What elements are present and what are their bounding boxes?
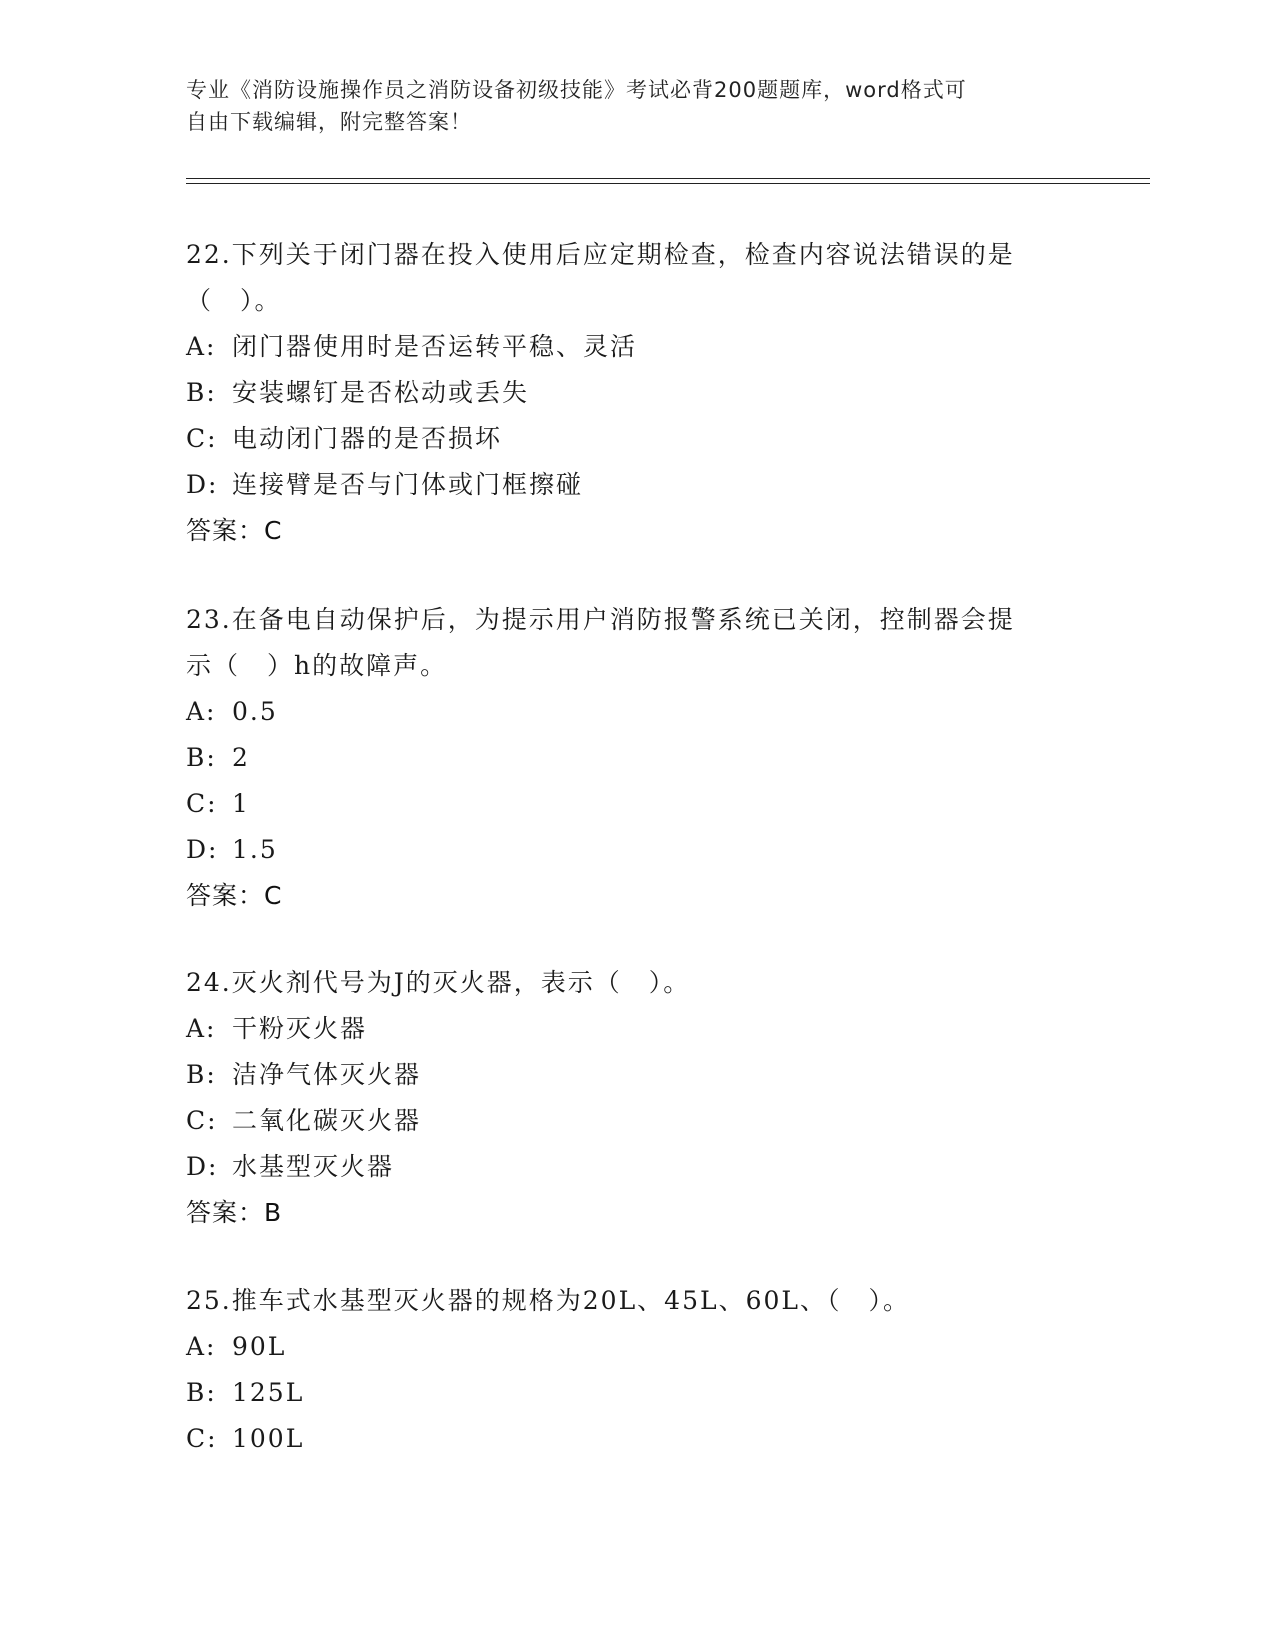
option-c: [186, 416, 1086, 462]
option-b: [186, 735, 1086, 781]
option-text: 2: [232, 743, 250, 772]
question-stem-line-2: （ ）。: [186, 286, 282, 315]
option-letter: D:: [186, 1152, 219, 1181]
option-letter: C:: [186, 1424, 218, 1453]
question-22: [186, 232, 1086, 554]
option-letter: B:: [186, 1378, 217, 1407]
option-letter: C:: [186, 789, 218, 818]
header-divider-bottom: [186, 183, 1150, 184]
option-text: 安装螺钉是否松动或丢失: [232, 378, 530, 407]
question-stem-line-1: 23.在备电自动保护后，为提示用户消防报警系统已关闭，控制器会提: [186, 605, 1015, 634]
question-stem-line-1: 25.推车式水基型灭火器的规格为20L、45L、60L、（ ）。: [186, 1286, 910, 1315]
answer: 答案：C: [186, 881, 283, 910]
option-text: 125L: [232, 1378, 305, 1407]
option-text: 干粉灭火器: [232, 1014, 368, 1043]
option-d: [186, 462, 1086, 508]
option-a: [186, 689, 1086, 735]
option-text: 闭门器使用时是否运转平稳、灵活: [232, 332, 638, 361]
answer: 答案：B: [186, 1198, 283, 1227]
option-b: [186, 1052, 1086, 1098]
option-d: [186, 827, 1086, 873]
option-c: [186, 781, 1086, 827]
option-b: [186, 370, 1086, 416]
option-text: 水基型灭火器: [232, 1152, 395, 1181]
header-line-1: 专业《消防设施操作员之消防设备初级技能》考试必背200题题库，word格式可: [186, 78, 967, 102]
option-letter: A:: [186, 1014, 217, 1043]
option-letter: A:: [186, 697, 217, 726]
option-letter: D:: [186, 470, 219, 499]
header-divider-top: [186, 178, 1150, 179]
option-letter: A:: [186, 332, 217, 361]
option-text: 二氧化碳灭火器: [232, 1106, 422, 1135]
option-text: 0.5: [232, 697, 278, 726]
option-b: [186, 1370, 1086, 1416]
option-text: 电动闭门器的是否损坏: [232, 424, 503, 453]
option-a: [186, 1324, 1086, 1370]
option-text: 90L: [232, 1332, 287, 1361]
question-25: [186, 1278, 1086, 1462]
question-stem-line-2: 示（ ）h的故障声。: [186, 651, 448, 680]
option-text: 洁净气体灭火器: [232, 1060, 422, 1089]
option-c: [186, 1416, 1086, 1462]
option-text: 1: [232, 789, 250, 818]
header-line-2: 自由下载编辑，附完整答案！: [186, 110, 472, 134]
question-23: [186, 597, 1086, 919]
option-text: 连接臂是否与门体或门框擦碰: [232, 470, 584, 499]
option-letter: C:: [186, 1106, 218, 1135]
question-stem-line-1: 22.下列关于闭门器在投入使用后应定期检查，检查内容说法错误的是: [186, 240, 1015, 269]
question-stem-line-1: 24.灭火剂代号为J的灭火器，表示（ ）。: [186, 968, 691, 997]
question-24: [186, 960, 1086, 1236]
option-c: [186, 1098, 1086, 1144]
option-d: [186, 1144, 1086, 1190]
document-header: [186, 74, 1086, 138]
option-letter: A:: [186, 1332, 217, 1361]
option-text: 1.5: [232, 835, 278, 864]
option-text: 100L: [232, 1424, 305, 1453]
option-a: [186, 1006, 1086, 1052]
option-letter: B:: [186, 378, 217, 407]
option-letter: D:: [186, 835, 219, 864]
option-letter: B:: [186, 1060, 217, 1089]
option-letter: C:: [186, 424, 218, 453]
option-letter: B:: [186, 743, 217, 772]
option-a: [186, 324, 1086, 370]
answer: 答案：C: [186, 516, 283, 545]
